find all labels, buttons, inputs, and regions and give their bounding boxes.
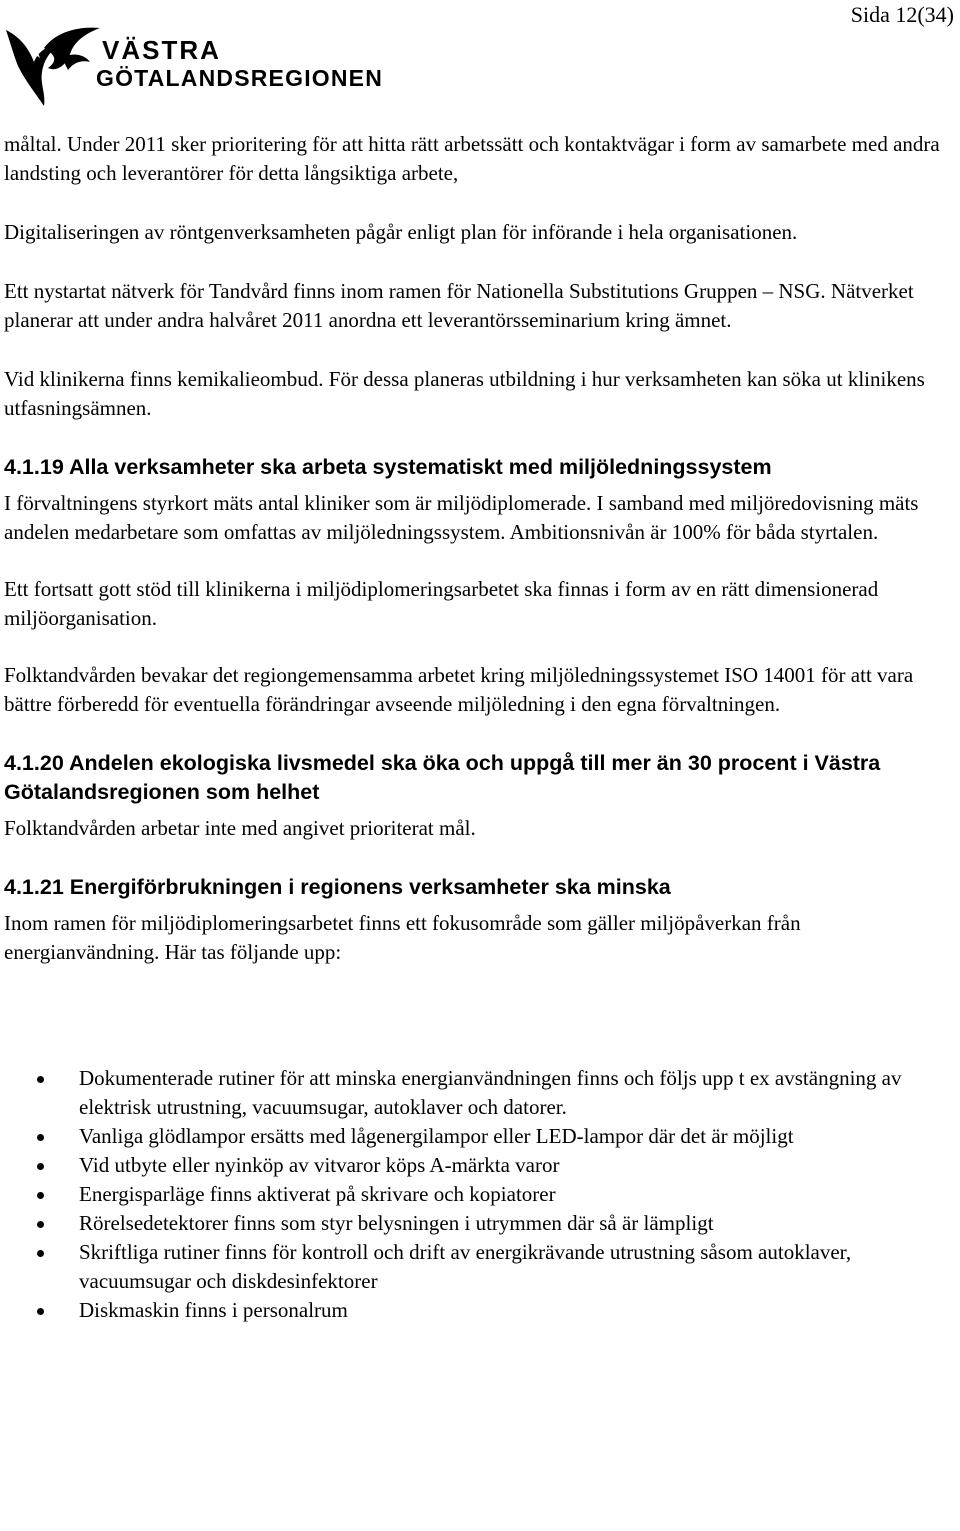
paragraph: I förvaltningens styrkort mäts antal kliniker som är miljödiplomerade. I samband med miljöredovisning mäts andelen medarbetare som omfattas av miljöledningssystem. Ambitionsnivån är 100% för båda styrtalen. bbox=[4, 491, 919, 544]
list-item: Dokumenterade rutiner för att minska energianvändningen finns och följs upp t ex avstängning av elektrisk utrustning, vacuumsugar, autoklaver och datorer. bbox=[4, 1064, 956, 1122]
paragraph: Vid klinikerna finns kemikalieombud. För dessa planeras utbildning i hur verksamheten kan söka ut klinikens utfasningsämnen. bbox=[4, 367, 925, 420]
paragraph: Folktandvården arbetar inte med angivet prioriterat mål. bbox=[4, 816, 476, 840]
logo-text-line1: VÄSTRA bbox=[102, 35, 221, 65]
paragraph: Inom ramen för miljödiplomeringsarbetet finns ett fokusområde som gäller miljöpåverkan från energianvändning. Här tas följande upp: bbox=[4, 911, 801, 964]
list-item: Energisparläge finns aktiverat på skrivare och kopiatorer bbox=[4, 1180, 956, 1209]
paragraph: Ett fortsatt gott stöd till klinikerna i miljödiplomeringsarbetet ska finnas i form av en rätt dimensionerad miljöorganisation. bbox=[4, 577, 879, 630]
document-body bbox=[4, 130, 956, 1325]
list-item: Skriftliga rutiner finns för kontroll och drift av energikrävande utrustning såsom autoklaver, vacuumsugar och diskdesinfektorer bbox=[4, 1238, 956, 1296]
section-heading-4-1-20: 4.1.20 Andelen ekologiska livsmedel ska öka och uppgå till mer än 30 procent i Västra Götalandsregionen som helhet bbox=[4, 751, 881, 804]
bullet-list bbox=[4, 1064, 956, 1325]
organization-logo bbox=[4, 22, 384, 106]
list-item: Vanliga glödlampor ersätts med lågenergilampor eller LED-lampor där det är möjligt bbox=[4, 1122, 956, 1151]
logo-text-line2: GÖTALANDSREGIONEN bbox=[96, 65, 384, 91]
section-heading-4-1-21: 4.1.21 Energiförbrukningen i regionens verksamheter ska minska bbox=[4, 875, 671, 899]
list-item: Diskmaskin finns i personalrum bbox=[4, 1296, 956, 1325]
page-number: Sida 12(34) bbox=[850, 2, 954, 27]
section-heading-4-1-19: 4.1.19 Alla verksamheter ska arbeta systematiskt med miljöledningssystem bbox=[4, 455, 772, 479]
paragraph: måltal. Under 2011 sker prioritering för att hitta rätt arbetssätt och kontaktvägar i form av samarbete med andra landsting och leverantörer för detta långsiktiga arbete, bbox=[4, 132, 940, 185]
list-item: Vid utbyte eller nyinköp av vitvaror köps A-märkta varor bbox=[4, 1151, 956, 1180]
paragraph: Folktandvården bevakar det regiongemensamma arbetet kring miljöledningssystemet ISO 14001 för att vara bättre förberedd för eventuella förändringar avseende miljöledning i den egna förvaltningen. bbox=[4, 663, 914, 716]
paragraph: Ett nystartat nätverk för Tandvård finns inom ramen för Nationella Substitutions Gruppen – NSG. Nätverket planerar att under andra halvåret 2011 anordna ett leverantörsseminarium kring ämnet. bbox=[4, 279, 914, 332]
paragraph: Digitaliseringen av röntgenverksamheten pågår enligt plan för införande i hela organisationen. bbox=[4, 220, 798, 244]
list-item: Rörelsedetektorer finns som styr belysningen i utrymmen där så är lämpligt bbox=[4, 1209, 956, 1238]
